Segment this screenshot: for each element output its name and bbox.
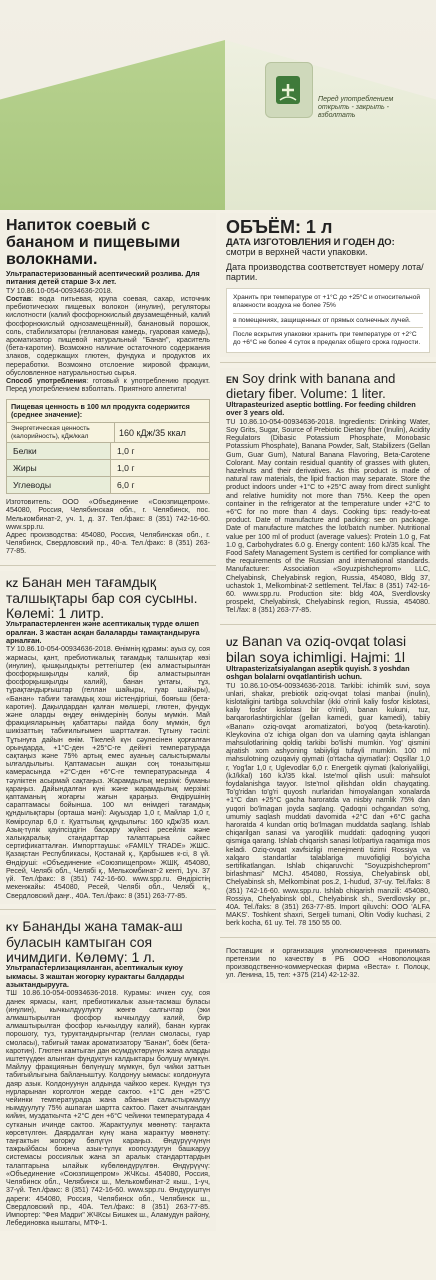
nutrition-header: Пищевая ценность в 100 мл продукта содержится (среднее значение): [7, 400, 209, 423]
ru-usage-text: : готовый к употреблению продукт. Перед употреблением взболтать. Приятного аппетита! [6, 377, 210, 394]
storage-conditions: Хранить при температуре от +1°С до +25°С и относительной влажности воздуха не более 75% [233, 294, 421, 309]
cap-arrow-icon [272, 70, 304, 108]
ru-composition-label: Состав [6, 295, 32, 304]
ru-subtitle: Ультрапастеризованный асептический розлива. Для питания детей старше 3-х лет. [6, 269, 200, 287]
carton-top-green-face [0, 40, 225, 210]
ru-production-address: Адрес производства: 454080, Россия, Челябинская обл., г. Челябинск, Свердловский пр., 40-а. Тел./факс: 8 (351) 263-77-85. [6, 531, 210, 556]
kg-subtitle: Ультрапастерлизацияланган, асептикалык куюу ыкмасы. 3 жаштан жогорку курактагы балдарды азыктандырууга. [6, 963, 185, 990]
kz-section [0, 571, 216, 904]
nutrition-energy-row [7, 423, 209, 443]
left-column [0, 213, 216, 1280]
cap-instruction: Перед употреблением открыть - закрыть - взболтать [318, 96, 394, 119]
storage-divider [233, 327, 423, 328]
divider [0, 909, 216, 910]
storage-divider [233, 313, 423, 314]
storage-box [226, 288, 430, 353]
uz-title [226, 634, 430, 665]
nutrition-energy-label: Энергетическая ценность (калорийность), кДж/ккал [7, 423, 115, 442]
volume-label: ОБЪЁМ: 1 л [226, 217, 333, 237]
ru-section [0, 213, 216, 560]
storage-location: в помещениях, защищенных от прямых солнечных лучей. [233, 316, 411, 324]
kz-title-text: Банан мен тағамдық талшықтары бар соя сусыны. Көлемі: 1 литр. [6, 573, 198, 621]
nutrition-row-value: 1,0 г [117, 463, 135, 474]
ru-tu: ТУ 10.86.10-054-00934636-2018. [6, 286, 113, 295]
uz-subtitle: Ultrapasterizatsiyalangan aseptik quyish. 3 yoshdan oshgan bolalarni ovqatlantirish uchun. [226, 663, 410, 682]
nutrition-row-value: 6,0 г [117, 480, 135, 491]
nutrition-row-value: 1,0 г [117, 446, 135, 457]
nutrition-table [6, 399, 210, 494]
kz-code: KZ [6, 578, 18, 589]
uz-body: TU 10.86.10-054-00934636-2018. Tarkibi: ichimlik suvi, soya unlari, shakar, prebiotik oziq-ovqat tolasi manbai (inulin), kislotaligini tartibga soluvchilar (ikki o'rinli kaliy fosfor kislotasi, kaliy fosfor kislotasi bir o'rinli), banan kukuni, tuz, barqarorlashtirgichlar (gellan kamedi, guar kamedi), tabiiy «Banan» oziq-ovqat aromatizatori, bo'yoq (beta-karotin). Kleykovina o'z ichiga olgan don va ularning qayta ishlangan mahsulotlarining qoldiq tarkibi bo'lishi mumkin. Yog' qismini ajratish xom ashyoning tabiiyligi tufayli mumkin. 100 ml mahsulotning ozuqaviy qiymati (o'rtacha qiymatlar): Oqsillar 1,0 г, Yog'lar 1,0 г, Uglevodlar 6,0 г. Energetik qiymati (kaloriyaliligi, (kJ/kkal) 160 kJ/35 kkal. Iste'mol qilish usuli: mahsulot foydalanishga tayyor. Iste'mol qilishdan oldin chayqating. To'g'ridan to'g'ri quyosh nurlaridan himoyalangan xonalarda +1°C dan +25°C gacha haroratda va nisbiy namlik 75% dan yuqori bo'lmagan joyda saqlang. Qadoqni ochgandan so'ng, umumiy saqlash muddati davomida +2°C dan +6°C gacha haroratda 4 kundan ortiq bo'lmagan muddatda saqlang. Ishlab chiqarilgan sanasi va yaroqlilik muddati: qadoqning yuqori qismiga qarang. Ishlab chiqarish sanasi lot/partiya raqamiga mos keladi. Oziq-ovqat xavfsizligi menejmenti tizimi Rossiya va xalqaro standartlar talablariga muvofiqligi bo'yicha sertifikatlangan. Ishlab chiqaruvchi: "Soyuzpishcheprom" birlashmasi" MChJ. 454080, Rossiya, Chelyabinsk obl, Chelyabinsk sh, Melkombinat pos.2, 1-hudud, 37-uy. Tel./faks: 8 (351) 742-16-60. www.spp.ru. Ishlab chiqarish manzili: 454080, Rossiya, Chelyabinsk obl., Chelyabinsk sh., Sverdlovsky pr., 40A. Tel./faks: 8 (351) 263-77-85. Import qiluvchi: ООО 'ALFA MAKS'. Toshkent shaxri, Sergeli tumani, Oltin Vodiy kuchasi, 2 berk kocha, 61 uy. Tel. 78 150 55 00. [226, 681, 430, 928]
divider [220, 937, 436, 938]
nutrition-row [7, 477, 209, 493]
date-title: ДАТА ИЗГОТОВЛЕНИЯ И ГОДЕН ДО: [226, 236, 395, 247]
kg-title [6, 919, 210, 965]
nutrition-row [7, 443, 209, 460]
ru-manufacturer: Изготовитель: ООО «Объединение «Союзпищепром». 454080, Россия, Челябинская обл., г. Челябинск, пос. Мелькомбинат-2, уч. 1, д. 37. Тел./факс: 8 (351) 742-16-60. www.spp.ru. [6, 498, 210, 531]
ru-usage [6, 377, 210, 393]
ru-usage-label: Способ употребления [6, 377, 87, 386]
uz-code: UZ [226, 637, 238, 648]
by-body: Поставщик и организация уполномоченная принимать претензии по качеству в РБ ООО «Новополоцкая производственно-коммерческая фирма «Веста» г. Полоцк, ул. Ленина, 15, тел: +375 (214) 42-12-32. [226, 946, 430, 980]
en-section [220, 368, 436, 619]
nutrition-row-label: Углеводы [7, 477, 111, 493]
by-section [220, 943, 436, 984]
uz-section [220, 630, 436, 932]
en-body: TU 10.86.10-054-00934636-2018. Ingredients: Drinking Water, Soy Grits, Sugar, Source of Prebiotic Dietary fiber (Inulin), Acidity Regulators (Dibasic Potassium Phosphate, Monobasic Potassium Phosphate), Banana Powder, Salt, Stabilizers (Gellan Gum, Guar Gum), Natural Banana Flavoring, Beta-Carotene Colorant. May contain residual quantity of grasses with gluten, hazelnuts and their derivatives. As this product is made of natural raw materials, the lipid fraction may separate. Store the product indoors under +1°C to +25°C away from direct sunlight and relative humidity not more than 75%. Keep the open container in the refrigerator at the temperature under +2°C to +6°C for no more than 4 days. Cooking tips: ready-to-eat product. Date of manufacture and packing: see on package. Date of manufacture matches the lot/batch number. Nutritional value per 100 ml of product (average values): Protein 1.0 g, Fat 1.0 g, Carbohydrates 6.0 g. Energy content: 160 kJ/35 kcal. The Food Safety Management System is certified for compliance with the requirements of the Russian and international standards. Manufacturer: Association «Soyuzpishcheprom» LLC, Chelyabinsk, Chelyabinsk region, Russia, 454080, Bldg 37, uchastok 1, Melkombinat-2 settlement. Tel./fax: 8 (351) 742-16-60. www.spp.ru. Production site: bldg 40A, Sverdlovsky prospekt, Chelyabinsk, Chelyabinsk region, Russia, 454080. Tel./fax: 8 (351) 263-77-85. [226, 417, 430, 615]
nutrition-row [7, 460, 209, 477]
ru-composition [6, 295, 210, 377]
uz-title-text: Banan va oziq-ovqat tolasi bilan soya ichimligi. Hajmi: 1l [226, 632, 407, 666]
ru-title: Напиток соевый с бананом и пищевыми волокнами. [6, 217, 181, 268]
ru-composition-text: : вода питьевая, крупа соевая, сахар, источник пребиотических пищевых волокон (инулин), регуляторы кислотности (калий фосфорнокислый двузамещённый, калий фосфорнокислый однозамещённый), банановый порошок, соль, стабилизаторы (геллановая камедь, гуаровая камедь), ароматизатор пищевой натуральный "Банан", краситель (бета-каротин). Возможно наличие остаточного содержания злаков, содержащих глютен, фундука и продуктов их переработки. Возможно отслоение жировой фракции, обусловленное натуральностью сырья. [6, 295, 210, 377]
storage-after-opening: После вскрытия упаковки хранить при температуре от +2°С до +6°С не более 4 суток в пределах общего срока годности. [233, 331, 421, 347]
kz-body: ТУ 10.86.10-054-00934636-2018. Өнімнің құрамы: ауыз су, соя жармасы, қант, пребиотикалық тағамдық талшықтар көзі (инулин), қышқылдықты реттегіштер (екі алмастырылған фосфорқышқылды калий, бір алмастырылған фосфорқышқылды калий), банан ұнтағы, тұз, тұрақтандырғыштар (геллан шайыры, гуар шайыры), «Банан» табиғи тағамдық хош иістендіргіші, бояғыш (бета-каротин). Дақылдардан қалған мөлшері, глютен, фундук және оларды өңдеу өнімдерінің болуы мүмкін. Май фракцияларының қабаттары пайда болу мүмкін, бұл шикізаттың табиғилығымен шартталған. Тұтыну тәсілі: Тұтынуға дайын өнім. Тікелей күн сәулесінен қорғалған орындарда, +1°С-ден +25°С-ге дейінгі температурада сақтаңыз және 75% артық емес ауаның салыстырмалы ылғалдылығы. Қаптамасын ашқан соң тоназытқыш камерасында +2°С-ден +6°С-ге температурасында 4 тәуліктен асырмай сақтаңыз. Жарамдылық мерзімі: буманы қараңыз. Дайындалған күні және жарамдылық мерзімі: қаптаманың жоғарғы жағын қараңыз. Өндірушінің сараптамасы бойынша. 100 мл өнімдегі тағамдық құндылықтары (орташа мәні): Ақуыздар 1,0 г, Майлар 1,0 г, Көмірсулар 6,0 г. Қуаттылық құндылығы: 160 кДж/35 ккал. Азық-түлік қауіпсіздігін басқару жүйесі ресейлік және халықаралық стандарттар талаптарына сәйкес сертификатталған. Импорттаушы: «FAMILY TRADE» ЖШС. Қазақстан Республикасы, Қостанай қ., Қарбышев к-сі, 8 үй. Өндіруші: «Объединение «Союзпищепром» ЖШҚ. 454080, Ресей, Челябі обл., Челябі қ., Мелькомбинат-2 кенті, 1уч. 37 үй. Тел./факс: 8 (351) 742-16-60. www.spp.ru. Өндірістің мекенжайы: 454080, Ресей, Челябі обл., Челябі қ., Свердловский даңғ., 40А. Тел./факс: 8 (351) 263-77-85. [6, 645, 210, 900]
kz-subtitle: Ультрапастерленген және асептикалық түрде өлшеп оралған. 3 жастан асқан балаларды тамақтандыруға арналған. [6, 619, 200, 645]
nutrition-row-label: Жиры [7, 460, 111, 476]
en-title-text: Soy drink with banana and dietary fiber. Volume: 1 liter. [226, 371, 396, 401]
kg-code: KY [6, 922, 19, 933]
carton-top [0, 0, 436, 210]
kg-body: ТШ 10.86.10-054-00934636-2018. Курамы: ичкен суу, соя данек ярмасы, кант, пребиотикалык азык-тасмаш буласы (инулин), кычкылдуулукту жөнгө салгычтар (эки алмаштырылган фосфор кычкылдуу калий, бир алмаштырылган фосфор кычкылдуу калий), банан кургак порошогу, туз, туруктандыргычтар (геллан смоласы, гуар смоласы), табигый тамак ароматизатору "Банан", боёк (бета-каротин). Глютен камтыган дан өсүмдүктөрүнүн жана аларды иштетүүдөн алынган фундуктун калдыктары болушу мүмкүн. Майлуу фракциянын бөлүнүшү мүмкүн, бул чийки заттын табигыйлыгына байланыштуу. Колдонуу ыкмасы: колдонууга даяр азык. Колдонуунун алдында чайкоо керек. Күндүн түз нурларынан корголгон жерде сактоо. +1°С ден +25°С чейинки температурада жана абанын салыстырмалуу нымдуулугу 75% ашпаган шартта сактоо. Пакет ачылгандан кийин, муздаткычта +2°С ден +6°С чейинки температурада 4 сутканын ичинде сактоо. Жарактуулук мөөнөтү: таңгакта көрсөтүлгөн. Даярдалган күнү жана жарактуу мөөнөтү: таңгактын жогорку бөлүгүн караңыз. Өндүрүүчүнүн тажрыйбасы боюнча азык-түлүк коопсуздугун башкаруу системасы россиялык жана эл аралык стандарттардын талаптарына ылайык күбөлөндүрүлгөн. Өндүрүүчү: «Объединение «Союзпищепром» ЖЧКсы. 454080, Россия, Челябинск обл., Челябинск ш., Мелькомбинат-2 кыш., 1-уч, 37-үй. Тел./факс: 8 (351) 742-16-60. www.spp.ru. Өндүрүштүн дареги: 454080, Россия, Челябинск обл., Челябинск ш., Свердловский пр., 40А. Тел./факс: 8 (351) 263-77-85. Импортер: "Фея Мадри" ЖЧКсы Бишкек ш., Аламудун району, Лебединовка кыштагы, МТФ-1. [6, 989, 211, 1228]
nutrition-energy-value: 160 кДж/35 ккал [119, 427, 186, 438]
en-title [226, 372, 430, 401]
divider [220, 624, 436, 625]
divider [0, 565, 216, 566]
kg-section [0, 915, 216, 1232]
en-code: EN [226, 375, 239, 385]
kg-title-text: Бананды жана тамак-аш буласын камтыган соя ичимдиги. Көлөмү: 1 л. [6, 917, 183, 965]
volume-section [220, 213, 436, 357]
kz-title [6, 575, 210, 621]
en-subtitle: Ultrapasteurized aseptic bottling. For feeding children over 3 years old. [226, 400, 416, 418]
carton-top-light-face [225, 40, 436, 210]
date-text: смотри в верхней части упаковки. [226, 247, 368, 258]
lot-text: Дата производства соответствует номеру лота/партии. [226, 261, 424, 282]
nutrition-row-label: Белки [7, 443, 111, 459]
right-column [220, 213, 436, 1280]
divider [220, 362, 436, 363]
